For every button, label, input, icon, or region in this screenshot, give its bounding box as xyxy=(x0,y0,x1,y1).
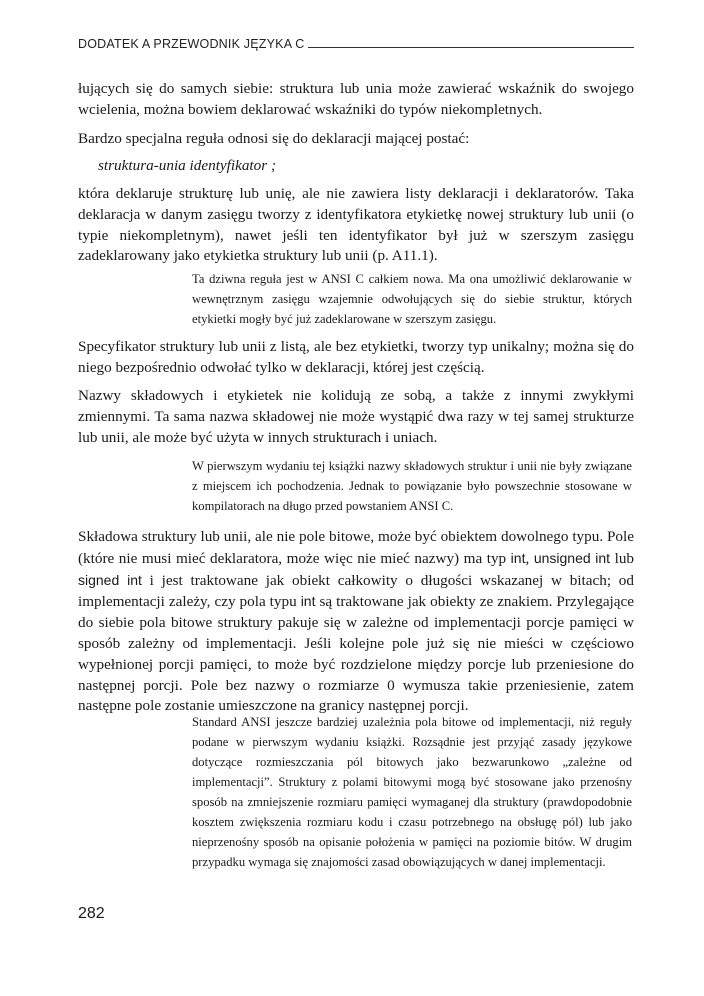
paragraph-4: Specyfikator struktury lub unii z listą, ale bez etykietki, tworzy typ unikalny; można się do niego bezpośrednio odwołać tylko w deklaracji, której jest częścią. xyxy=(78,338,634,376)
note-2: W pierwszym wydaniu tej książki nazwy składowych struktur i unii nie były związane z miejscem ich pochodzenia. Jednak to powiązanie było powszechnie stosowane w kompilatorach na długo przed powstaniem ANSI C. xyxy=(192,459,632,513)
paragraph-3: która deklaruje strukturę lub unię, ale nie zawiera listy deklaracji i deklaratorów. Taka deklaracja w danym zasięgu tworzy z identyfikatora etykietkę nowej struktury lub unii (o typie niekompletnym), nawet jeśli ten identyfikator był już w szerszym zasięgu zadeklarowany jako etykietka struktury lub unii (p. A11.1). xyxy=(78,185,634,265)
header-title: DODATEK A PRZEWODNIK JĘZYKA C xyxy=(78,37,305,51)
keyword-int: int xyxy=(510,549,526,566)
paragraph-6 xyxy=(78,527,634,717)
paragraph-6-text-5: są traktowane jak obiekty ze znakiem. Przylegające do siebie pola bitowe struktury pakuje się w zależne od implementacji porcje pamięci w sposób zależny od implementacji. Jeśli kolejne pole już się nie mieści w częściowo wypełnionej porcji pamięci, to może być rozdzielone między porcje lub przeniesione do następnej porcji. Pole bez nazwy o rozmiarze 0 wymusza takie przeniesienie, zatem następne pole zostanie umieszczone na granicy następnej porcji. xyxy=(78,593,635,715)
paragraph-5: Nazwy składowych i etykietek nie kolidują ze sobą, a także z innymi zwykłymi zmiennymi. Ta sama nazwa składowej nie może wystąpić dwa razy w tej samej strukturze lub unii, ale może być użyta w innych strukturach i uniach. xyxy=(78,387,634,446)
note-3: Standard ANSI jeszcze bardziej uzależnia pola bitowe od implementacji, niż reguły podane w pierwszym wydaniu książki. Rozsądnie jest przyjąć zasady językowe dotyczące rozmieszczania pól bitowych jako bezwarunkowo „zależne od implementacji”. Struktury z polami bitowymi mogą być stosowane jako przenośny sposób na zmniejszenie rozmiaru pamięci wymaganej dla struktury (prawdopodobnie kosztem zwiększenia rozmiaru kodu i czasu potrzebnego na obsługę pól) lub jako nieprzenośny sposób na opisanie położenia w pamięci na poziomie bitów. W drugim przypadku wymaga się znajomości zasad obowiązujących w danej implementacji. xyxy=(192,715,632,869)
syntax-line: struktura-unia identyfikator ; xyxy=(98,157,277,174)
header-rule xyxy=(308,47,634,48)
paragraph-6-text-2: , xyxy=(525,549,534,567)
keyword-int-2: int xyxy=(300,593,316,610)
running-header xyxy=(78,37,634,51)
paragraph-6-text-3: lub xyxy=(610,549,635,567)
paragraph-6-text-4: i jest traktowane jak obiekt całkowity o długości wskazanej w bitach; od implementacji zależy, czy pola typu xyxy=(78,571,634,611)
page-number: 282 xyxy=(78,905,105,922)
keyword-signed-int: signed int xyxy=(78,571,142,588)
paragraph-1: łujących się do samych siebie: struktura lub unia może zawierać wskaźnik do swojego wcielenia, można bowiem deklarować wskaźniki do typów niekompletnych. xyxy=(78,80,634,118)
note-1: Ta dziwna reguła jest w ANSI C całkiem nowa. Ma ona umożliwić deklarowanie w wewnętrznym zasięgu wzajemnie odwołujących się do siebie struktur, których etykietki mogły być już zadeklarowane w szerszym zasięgu. xyxy=(192,272,632,326)
keyword-unsigned-int: unsigned int xyxy=(533,549,611,566)
paragraph-2: Bardzo specjalna reguła odnosi się do deklaracji mającej postać: xyxy=(78,130,470,147)
paragraph-6-text-1: Składowa struktury lub unii, ale nie pole bitowe, może być obiektem dowolnego typu. Pole (które nie musi mieć deklaratora, może więc nie mieć nazwy) ma typ xyxy=(78,528,634,567)
